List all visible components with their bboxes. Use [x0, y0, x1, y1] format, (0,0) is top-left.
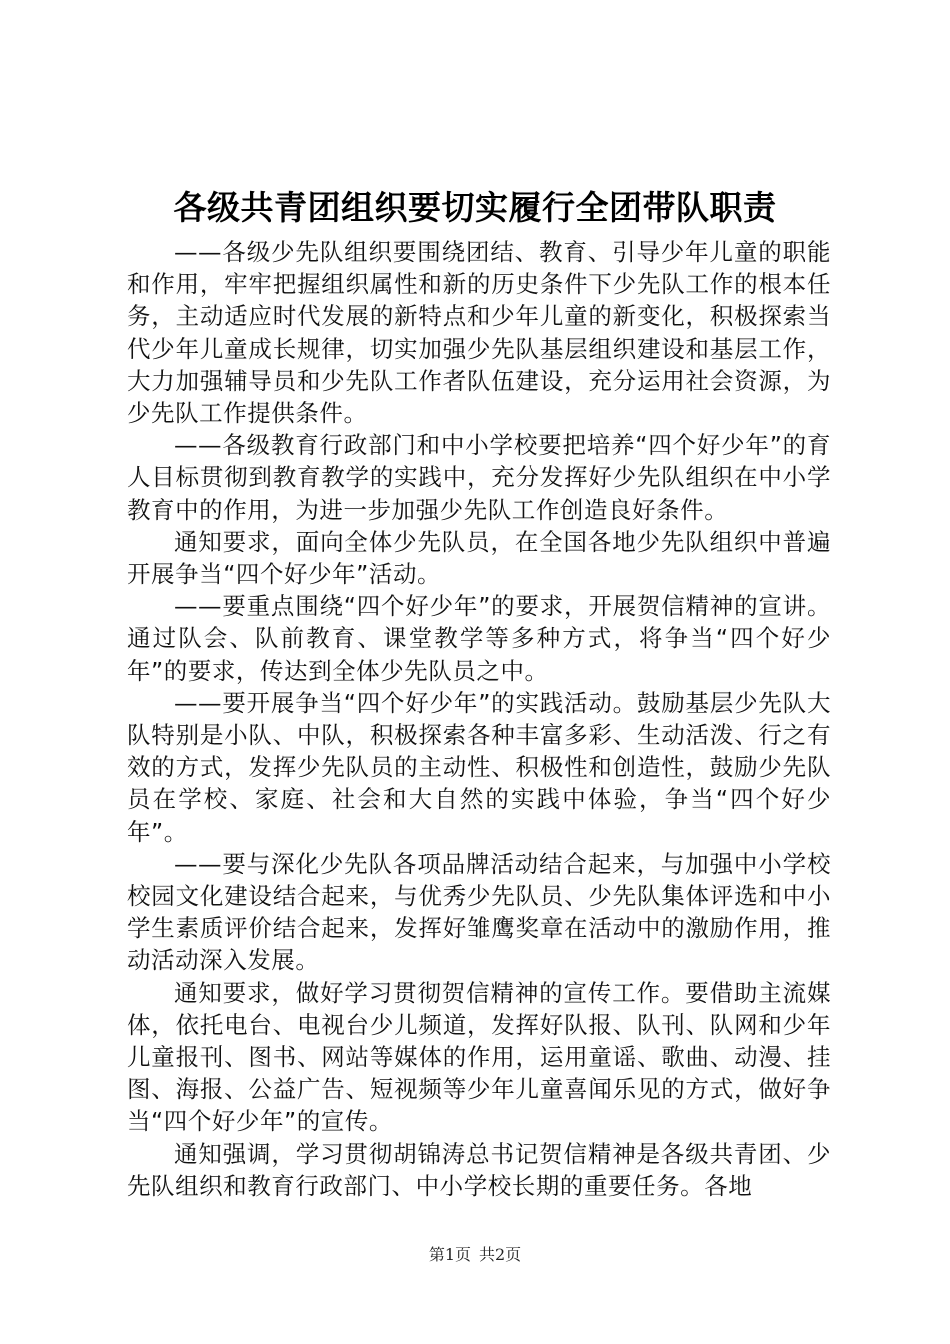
document-title: 各级共青团组织要切实履行全团带队职责 — [173, 188, 777, 227]
page-number-current: 第1页 — [428, 1245, 471, 1264]
paragraph: ——要开展争当“四个好少年”的实践活动。鼓励基层少先队大队特别是小队、中队，积极探索各种丰富多彩、生动活泼、行之有效的方式，发挥少先队员的主动性、积极性和创造性，鼓励少先队员在学校、家庭、社会和大自然的实践中体验，争当“四个好少年”。 — [127, 688, 831, 846]
paragraph: ——要与深化少先队各项品牌活动结合起来，与加强中小学校校园文化建设结合起来，与优秀少先队员、少先队集体评选和中小学生素质评价结合起来，发挥好雏鹰奖章在活动中的激励作用，推动活动深入发展。 — [127, 849, 831, 975]
paragraph: 通知要求，面向全体少先队员，在全国各地少先队组织中普遍开展争当“四个好少年”活动。 — [127, 527, 831, 589]
paragraph: ——各级教育行政部门和中小学校要把培养“四个好少年”的育人目标贯彻到教育教学的实践中，充分发挥好少先队组织在中小学教育中的作用，为进一步加强少先队工作创造良好条件。 — [127, 431, 831, 524]
paragraph: ——各级少先队组织要围绕团结、教育、引导少年儿童的职能和作用，牢牢把握组织属性和新的历史条件下少先队工作的根本任务，主动适应时代发展的新特点和少年儿童的新变化，积极探索当代少年儿童成长规律，切实加强少先队基层组织建设和基层工作，大力加强辅导员和少先队工作者队伍建设，充分运用社会资源，为少先队工作提供条件。 — [127, 238, 831, 428]
page-number-total: 共2页 — [479, 1245, 522, 1264]
paragraph: 通知要求，做好学习贯彻贺信精神的宣传工作。要借助主流媒体，依托电台、电视台少儿频道，发挥好队报、队刊、队网和少年儿童报刊、图书、网站等媒体的作用，运用童谣、歌曲、动漫、挂图、海报、公益广告、短视频等少年儿童喜闻乐见的方式，做好争当“四个好少年”的宣传。 — [127, 978, 831, 1136]
paragraph: 通知强调，学习贯彻胡锦涛总书记贺信精神是各级共青团、少先队组织和教育行政部门、中小学校长期的重要任务。各地 — [127, 1139, 831, 1200]
document-body — [127, 236, 831, 1202]
page-footer — [0, 1245, 950, 1265]
paragraph: ——要重点围绕“四个好少年”的要求，开展贺信精神的宣讲。通过队会、队前教育、课堂教学等多种方式，将争当“四个好少年”的要求，传达到全体少先队员之中。 — [127, 592, 831, 685]
